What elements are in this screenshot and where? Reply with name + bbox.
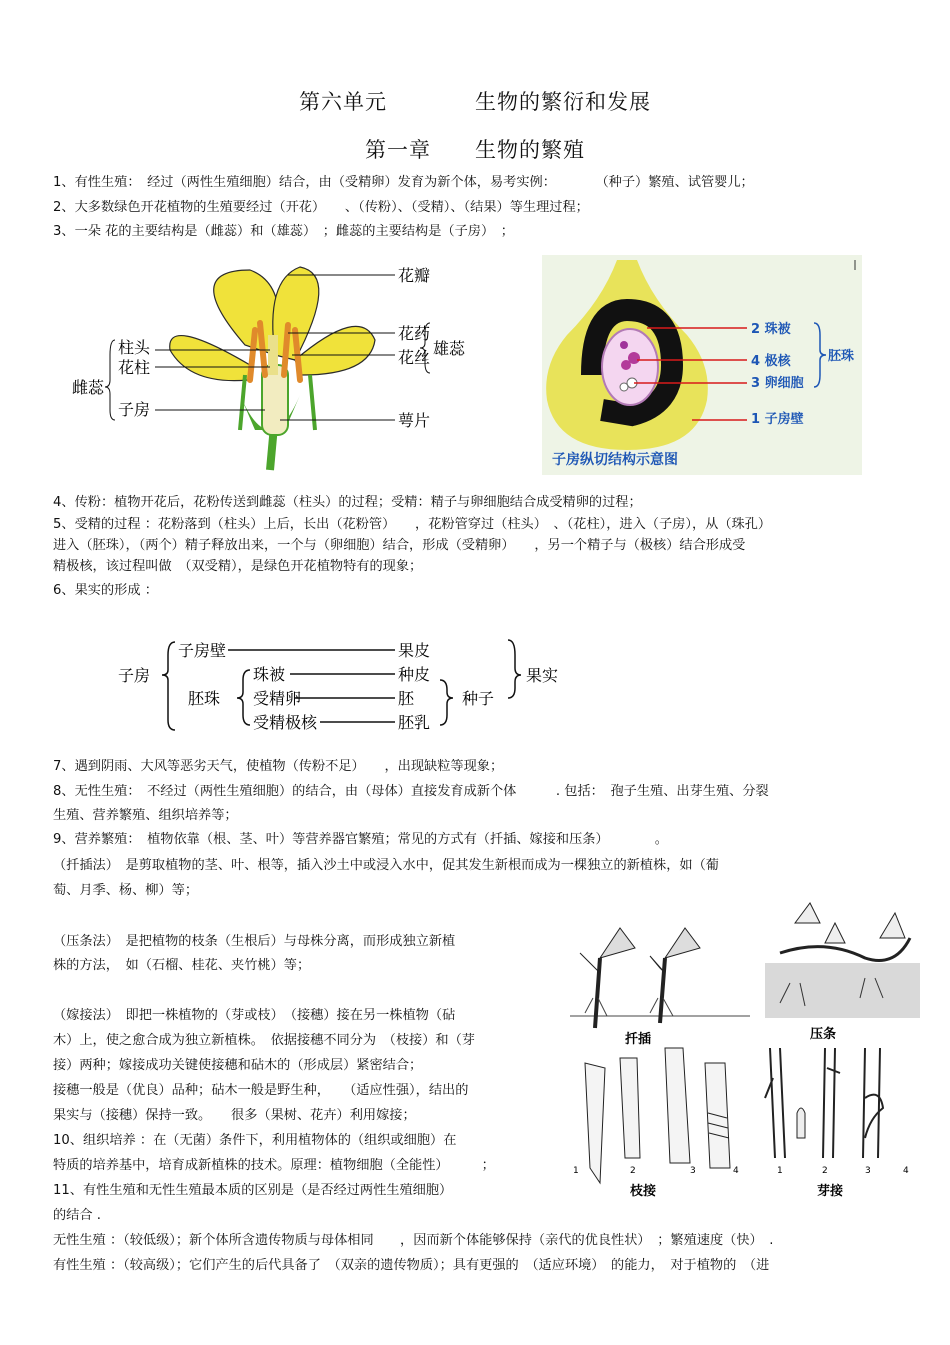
grafting-line-2: 木）上，使之愈合成为独立新植株。 依据接穗不同分为 （枝接）和（芽 <box>53 1033 475 1048</box>
sepal-label: 萼片 <box>398 411 431 430</box>
petal-label: 花瓣 <box>398 266 431 285</box>
point-10-line-2: 特质的培养基中，培育成新植株的技术。原理：植物细胞（全能性） ； <box>53 1158 495 1173</box>
point-4: 4、传粉：植物开花后，花粉传送到雌蕊（柱头）的过程；受精：精子与卵细胞结合成受精卵的过程； <box>53 495 642 510</box>
bud-num-2: 2 <box>822 1166 828 1176</box>
chart-embryo: 胚 <box>398 689 415 708</box>
point-11-line-1: 11、有性生殖和无性生殖最本质的区别是（是否经过两性生殖细胞） <box>53 1183 453 1198</box>
ovary-section-diagram <box>542 255 862 475</box>
point-8-line-1: 8、无性生殖： 不经过（两性生殖细胞）的结合，由（母体）直接发育成新个体 . 包括： 孢子生殖、出芽生殖、分裂 <box>53 784 769 799</box>
grafting-line-4: 接穗一般是（优良）品种；砧木一般是野生种， （适应性强），结出的 <box>53 1083 469 1098</box>
asexual-summary: 无性生殖 ：（较低级）；新个体所含遗传物质与母体相同 ，因而新个体能够保持（亲代的优良性状） ；繁殖速度（快） . <box>53 1233 774 1248</box>
ovule-label: 胚珠 <box>828 349 855 364</box>
chart-endosperm: 胚乳 <box>398 713 431 732</box>
style-label: 花柱 <box>118 358 151 377</box>
point-2: 2、大多数绿色开花植物的生殖要经过（开花） 、（传粉）、（受精）、（结果）等生理过程； <box>53 200 589 215</box>
filament-label: 花丝 <box>398 348 431 367</box>
polar-nuclei-label: 4 极核 <box>751 354 791 369</box>
branch-graft-label: 枝接 <box>630 1184 657 1199</box>
ovary-wall-label: 1 子房壁 <box>751 412 804 427</box>
bud-num-4: 4 <box>903 1166 909 1176</box>
sexual-summary: 有性生殖 ：（较高级）；它们产生的后代具备了 （双亲的遗传物质）；具有更强的 （适应环境） 的能力， 对于植物的 （进 <box>53 1258 770 1273</box>
graft-num-4: 4 <box>733 1166 739 1176</box>
point-1: 1、有性生殖： 经过（两性生殖细胞）结合，由（受精卵）发育为新个体，易考实例： （种子）繁殖、试管婴儿； <box>53 175 754 190</box>
pistil-label: 雌蕊 <box>72 378 105 397</box>
point-11-line-2: 的结合 . <box>53 1208 101 1223</box>
chapter-title: 第一章 生物的繁殖 <box>365 138 585 162</box>
point-8-line-2: 生殖、营养繁殖、组织培养等； <box>53 808 238 823</box>
layering-line-1: （压条法） 是把植物的枝条（生根后）与母株分离，而形成独立新植 <box>53 934 456 949</box>
fruit-formation-chart <box>110 630 590 735</box>
layering-label: 压条 <box>810 1027 837 1042</box>
grafting-line-1: （嫁接法） 即把一株植物的（芽或枝） （接穗）接在另一株植物（砧 <box>53 1008 456 1023</box>
chart-fertilized-egg: 受精卵 <box>253 689 302 708</box>
point-6: 6、果实的形成 ： <box>53 583 158 598</box>
point-10-line-1: 10、组织培养 ：在（无菌）条件下，利用植物体的（组织或细胞）在 <box>53 1133 457 1148</box>
chart-ovary: 子房 <box>118 666 151 685</box>
bud-num-3: 3 <box>865 1166 871 1176</box>
chart-ovary-wall: 子房壁 <box>178 641 227 660</box>
integument-label: 2 珠被 <box>751 322 791 337</box>
chart-ovule: 胚珠 <box>188 689 221 708</box>
point-5-line-3: 精极核，该过程叫做 （双受精），是绿色开花植物特有的现象； <box>53 559 423 574</box>
flower-structure-diagram <box>70 255 490 480</box>
point-5-line-2: 进入（胚珠），（两个）精子释放出来，一个与（卵细胞）结合，形成（受精卵） ，另一个精子与（极核）结合形成受 <box>53 538 746 553</box>
point-9-line-3: 萄、月季、杨、柳）等； <box>53 883 199 898</box>
grafting-line-3: 接）两种；嫁接成功关键使接穗和砧木的（形成层）紧密结合； <box>53 1058 423 1073</box>
point-9-line-1: 9、营养繁殖： 植物依靠（根、茎、叶）等营养器官繁殖；常见的方式有（扦插、嫁接和压条） 。 <box>53 832 668 847</box>
chart-integument: 珠被 <box>253 665 286 684</box>
point-9-line-2: （扦插法） 是剪取植物的茎、叶、根等，插入沙土中或浸入水中，促其发生新根而成为一棵独立的新植株，如（葡 <box>53 858 719 873</box>
bud-graft-label: 芽接 <box>817 1184 844 1199</box>
chart-fruit: 果实 <box>526 666 559 685</box>
unit-title: 第六单元 生物的繁衍和发展 <box>299 90 651 114</box>
cutting-label: 扦插 <box>625 1032 652 1047</box>
bud-num-1: 1 <box>777 1166 783 1176</box>
chart-pericarp: 果皮 <box>398 641 431 660</box>
point-7: 7、遇到阴雨、大风等恶劣天气，使植物（传粉不足） ，出现缺粒等现象； <box>53 759 504 774</box>
point-5-line-1: 5、受精的过程 ：花粉落到（柱头）上后，长出（花粉管） ，花粉管穿过（柱头） 、（花柱），进入（子房），从（珠孔） <box>53 517 772 532</box>
stamen-label: 雄蕊 <box>433 339 466 358</box>
stigma-label: 柱头 <box>118 338 151 357</box>
graft-num-3: 3 <box>690 1166 696 1176</box>
chart-seed: 种子 <box>462 689 495 708</box>
propagation-methods-illustration <box>565 898 925 1203</box>
chart-fertilized-polar: 受精极核 <box>253 713 318 732</box>
graft-num-1: 1 <box>573 1166 579 1176</box>
point-3: 3、一朵 花的主要结构是（雌蕊）和（雄蕊） ；雌蕊的主要结构是（子房） ； <box>53 224 514 239</box>
graft-num-2: 2 <box>630 1166 636 1176</box>
ovary-caption: 子房纵切结构示意图 <box>552 452 678 468</box>
egg-cell-label: 3 卵细胞 <box>751 376 804 391</box>
anther-label: 花药 <box>398 324 431 343</box>
layering-line-2: 株的方法， 如（石榴、桂花、夹竹桃）等； <box>53 958 311 973</box>
ovary-label: 子房 <box>118 400 151 419</box>
grafting-line-5: 果实与（接穗）保持一致。 很多（果树、花卉）利用嫁接； <box>53 1108 416 1123</box>
chart-seed-coat: 种皮 <box>398 665 431 684</box>
